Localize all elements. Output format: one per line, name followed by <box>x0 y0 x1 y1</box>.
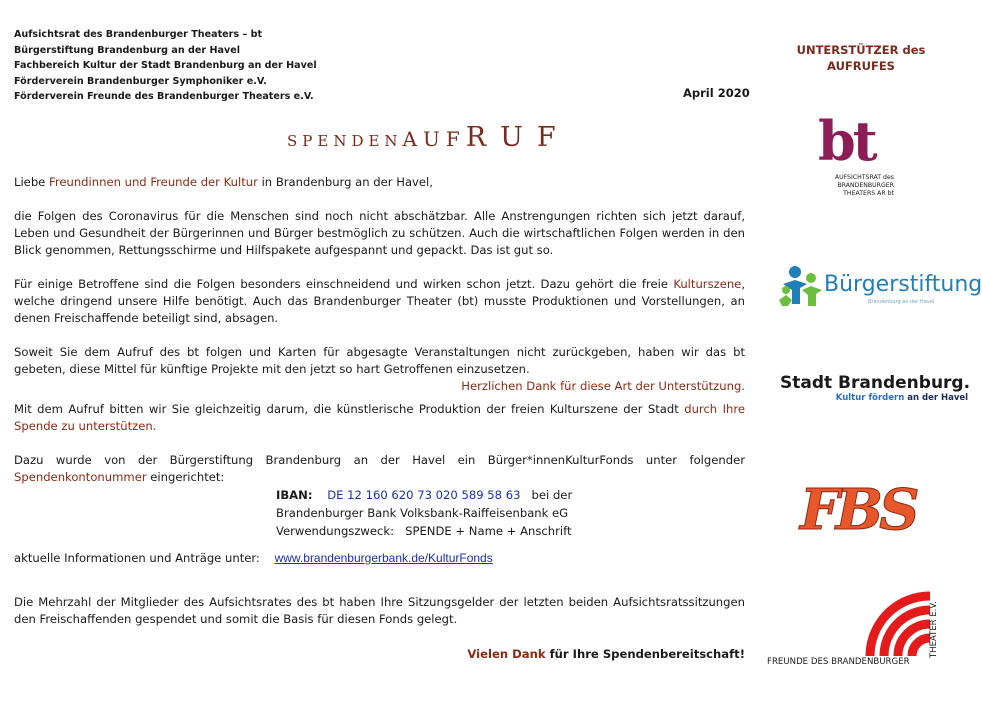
greeting-pre: Liebe <box>14 175 49 189</box>
paragraph-4-highlight: durch Ihre Spende zu unterstützen. <box>14 402 745 433</box>
iban-bank-suffix: bei der <box>531 488 573 502</box>
theater-ev-label: THEATER E.V. <box>929 601 939 658</box>
greeting <box>14 174 745 191</box>
paragraph-6: Die Mehrzahl der Mitglieder des Aufsichtsrates des bt haben Ihre Sitzungsgelder der letzten beiden Aufsichtsratssitzungen den Freischaffenden gespendet und somit die Basis für diesen Fonds gelegt. <box>14 595 745 626</box>
paragraph-3: Soweit Sie dem Aufruf des bt folgen und Karten für abgesagte Veranstaltungen nicht zurückgeben, haben wir das bt gebeten, diese Mittel für künftige Projekte mit den jetzt so hart Getroffenen einzusetzen. <box>14 345 745 376</box>
stadt-brandenburg-slogan <box>780 393 970 403</box>
closing-line <box>14 646 745 663</box>
bank-name: Brandenburger Bank Volksbank-Raiffeisenbank eG <box>276 506 569 520</box>
info-label: aktuelle Informationen und Anträge unter: <box>14 551 260 565</box>
greeting-post: in Brandenburg an der Havel, <box>257 175 433 189</box>
title-part-spenden: SPENDEN <box>287 132 403 150</box>
paragraph-2-pre: Für einige Betroffene sind die Folgen besonders einschneidend und wirken schon jetzt. Dazu gehört die freie <box>14 277 674 291</box>
buergerstiftung-subtitle: Brandenburg an der Havel <box>868 299 935 305</box>
paragraph-5 <box>14 452 745 486</box>
header-line: Fachbereich Kultur der Stadt Brandenburg an der Havel <box>14 60 317 71</box>
page-title <box>287 122 570 153</box>
bt-caption-line: THEATERS AR bt <box>843 190 894 197</box>
paragraph-5-highlight: Spendenkontonummer <box>14 470 147 484</box>
slogan-blue: Kultur fördern <box>835 393 905 403</box>
header-line: Förderverein Brandenburger Symphoniker e.V. <box>14 75 267 87</box>
bt-aufsichtsrat-logo <box>818 109 902 198</box>
slogan-dark: an der Havel <box>904 393 969 403</box>
title-part-auf: AUF <box>402 127 466 151</box>
purpose-value: SPENDE + Name + Anschrift <box>405 524 572 538</box>
closing-post: für Ihre Spendenbereitschaft! <box>545 647 745 661</box>
letter-body <box>14 174 745 663</box>
paragraph-5-post: eingerichtet: <box>146 470 225 484</box>
fbs-logo-mark <box>796 473 916 543</box>
buergerstiftung-wordmark: Bürgerstiftung <box>824 272 982 297</box>
paragraph-2-post: , welche dringend unsere Hilfe benötigt. Auch das Brandenburger Theater (bt) musste Produktionen und Vorstellungen, an denen Freischaffende beteiligt sind, absagen. <box>14 277 745 325</box>
paragraph-1: die Folgen des Coronavirus für die Menschen sind noch nicht abschätzbar. Alle Anstrengungen richten sich jetzt darauf, Leben und Gesundheit der Bürgerinnen und Bürger bestmöglich zu schützen. Auch die wirtschaftlichen Folgen werden in den Blick genommen, Rettungsschirme und Hilfspakete aufgespannt und gepackt. Das ist gut so. <box>14 209 745 257</box>
closing-highlight: Vielen Dank <box>467 647 546 661</box>
paragraph-2 <box>14 276 745 327</box>
stadt-brandenburg-wordmark: Stadt Brandenburg. <box>780 373 971 393</box>
supporters-heading <box>792 42 930 74</box>
bt-caption-line: AUFSICHTSRAT des <box>834 174 894 181</box>
header-organizations <box>14 27 317 105</box>
greeting-highlight: Freundinnen und Freunde der Kultur <box>49 175 258 189</box>
freunde-theater-logo <box>862 590 942 664</box>
fbs-letters: FBS <box>800 477 916 543</box>
bt-caption-line: BRANDENBURGER <box>837 182 894 189</box>
fbs-logo <box>796 473 916 547</box>
bank-details <box>276 486 745 540</box>
purpose-label: Verwendungszweck: <box>276 524 395 538</box>
paragraph-4 <box>14 401 745 435</box>
buergerstiftung-figures-icon <box>778 264 826 308</box>
iban-label: IBAN: <box>276 488 313 502</box>
bt-logo-caption <box>818 174 902 198</box>
thanks-line: Herzlichen Dank für diese Art der Unterstützung. <box>461 379 745 393</box>
kulturfonds-link[interactable]: www.brandenburgerbank.de/KulturFonds <box>274 551 493 565</box>
title-part-ruf: RUF <box>465 122 570 153</box>
header-line: Aufsichtsrat des Brandenburger Theaters – bt <box>14 29 263 40</box>
document-date: April 2020 <box>683 86 750 100</box>
paragraph-5-pre: Dazu wurde von der Bürgerstiftung Brandenburg an der Havel ein Bürger*innenKulturFonds unter folgender <box>14 453 745 467</box>
bt-logo-mark: bt <box>818 109 875 173</box>
info-line <box>14 550 745 567</box>
stadt-brandenburg-logo <box>780 373 970 403</box>
paragraph-4-pre: Mit dem Aufruf bitten wir Sie gleichzeitig darum, die künstlerische Produktion der freien Kulturszene der Stadt <box>14 402 685 416</box>
supporters-heading-line1: UNTERSTÜTZER des <box>796 43 926 57</box>
buergerstiftung-logo <box>778 264 982 309</box>
supporters-heading-line2: AUFRUFES <box>827 59 895 73</box>
iban-number: DE 12 160 620 73 020 589 58 63 <box>327 488 521 502</box>
header-line: Förderverein Freunde des Brandenburger Theaters e.V. <box>14 91 314 102</box>
paragraph-2-highlight: Kulturszene <box>673 277 742 291</box>
header-line: Bürgerstiftung Brandenburg an der Havel <box>14 44 241 56</box>
freunde-label: FREUNDE DES BRANDENBURGER <box>767 657 910 667</box>
